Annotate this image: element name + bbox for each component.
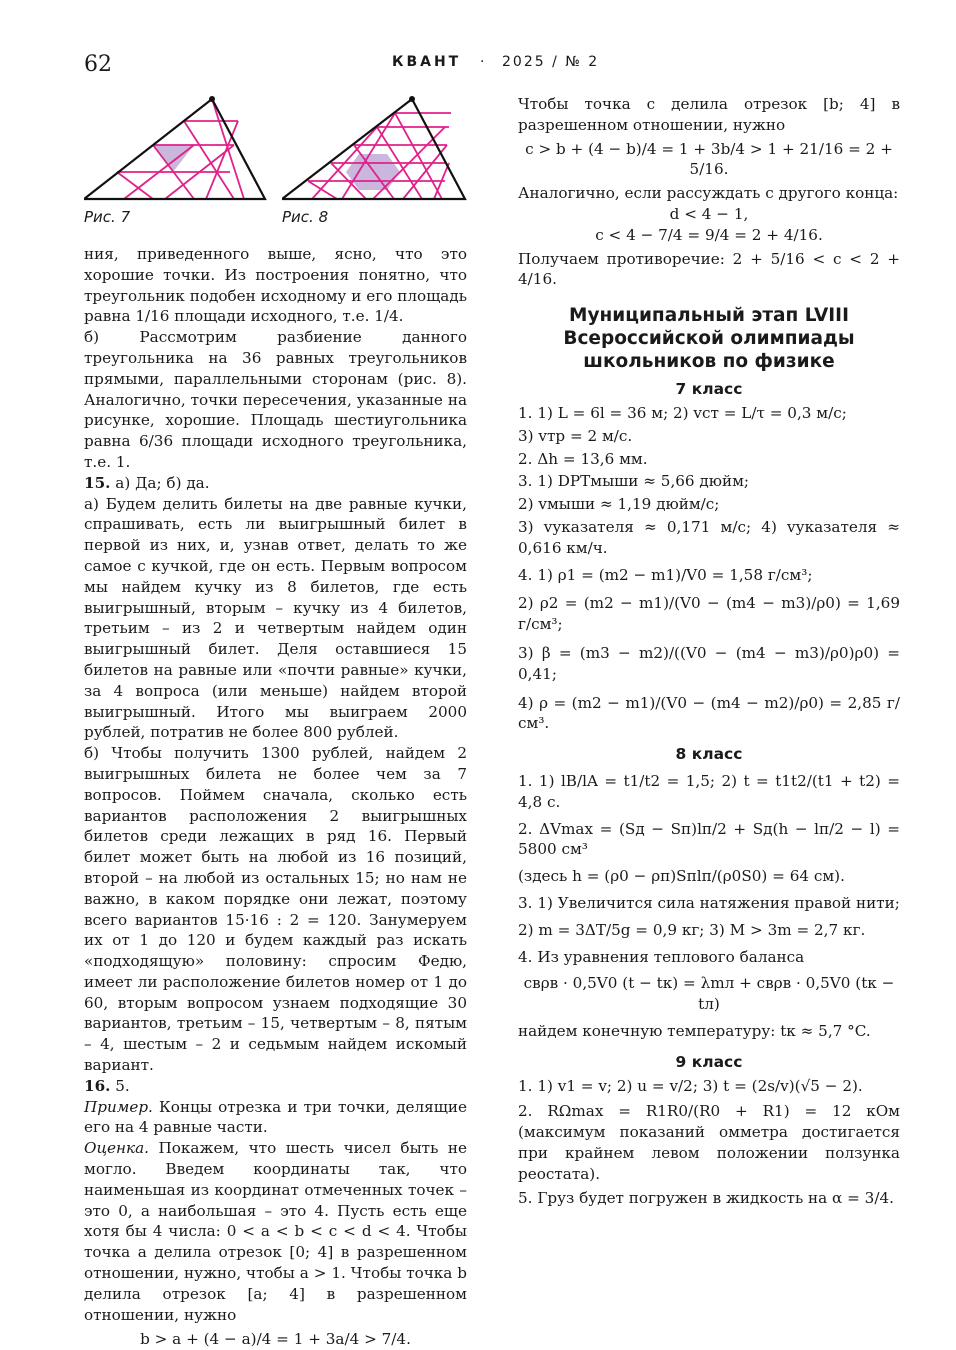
answer-line: 4. Из уравнения теплового баланса xyxy=(518,947,805,966)
left-column xyxy=(84,244,467,1350)
answer-line: 3. 1) Увеличится сила натяжения правой нити; xyxy=(518,893,900,912)
formula: b > a + (4 − a)/4 = 1 + 3a/4 > 7/4. xyxy=(140,1330,411,1349)
page-number: 62 xyxy=(84,52,112,77)
header-separator: · xyxy=(480,54,485,70)
grade-heading: 8 класс xyxy=(675,745,743,764)
answer-line: 4. 1) ρ1 = (m2 − m1)/V0 = 1,58 г/см³; xyxy=(518,565,813,584)
paragraph: Получаем противоречие: 2 + 5/16 < c < 2 + 4/16. xyxy=(518,249,900,289)
section-title: Муниципальный этап LVIII Всероссийской олимпиады школьников по физике xyxy=(563,305,855,373)
grade-heading: 7 класс xyxy=(675,380,743,399)
issue-number: 2025 / № 2 xyxy=(502,54,600,70)
answer-line: 3) vуказателя ≈ 0,171 м/с; 4) vуказателя ≈ 0,616 км/ч. xyxy=(518,517,900,557)
estimate-paragraph: Оценка. Покажем, что шесть чисел быть не могло. Введем координаты так, что наименьшая из координат отмеченных точек – это 0, а наибольшая – это 4. Пусть есть еще хотя бы 4 числа: 0 < a < b < c < d < 4. Чтобы точка a делила отрезок [0; 4] в разрешенном отношении, нужно, чтобы a > 1. Чтобы точка b делила отрезок [a; 4] в разрешенном отношении, нужно xyxy=(84,1139,467,1324)
paragraph: ния, приведенного выше, ясно, что это хорошие точки. Из построения понятно, что треугольник подобен исходному и его площадь равна 1/16 площади исходного, т.е. 1/4. xyxy=(84,245,467,326)
journal-title: КВАНТ xyxy=(392,54,462,70)
fig7-caption: Рис. 7 xyxy=(84,208,131,226)
answer-line: 3) vтр = 2 м/с. xyxy=(518,426,633,445)
answer-line: 2. RΩmax = R1R0/(R0 + R1) = 12 кОм (максимум показаний омметра достигается при крайнем левом положении ползунка реостата). xyxy=(518,1102,900,1183)
answer-line: 2) vмыши ≈ 1,19 дюйм/с; xyxy=(518,495,720,514)
fig8-caption: Рис. 8 xyxy=(282,208,329,226)
right-column xyxy=(518,94,900,1213)
figure-7 xyxy=(84,95,274,205)
formula: cвρв · 0,5V0 (t − tк) = λmл + cвρв · 0,5V0 (tк − tл) xyxy=(523,974,895,1014)
paragraph: б) Чтобы получить 1300 рублей, найдем 2 выигрышных билета не более чем за 7 вопросов. Поймем сначала, сколько есть вариантов расположения 2 выигрышных билетов среди лежащих в ряд 16. Первый билет может быть на любой из 16 позиций, второй – на любой из остальных 15; но нам не важно, в каком порядке они лежат, поэтому всего вариантов 15·16 : 2 = 120. Занумеруем их от 1 до 120 и будем каждый раз искать «подходящую» половину: спросим Федю, имеет ли расположение билетов номер от 1 до 60, вторым вопросом узнаем подходящие 30 вариантов, третьим – 15, четвертым – 8, пятым – 4, шестым – 2 и седьмым найдем искомый вариант. xyxy=(84,744,467,1075)
formula: c > b + (4 − b)/4 = 1 + 3b/4 > 1 + 21/16 = 2 + 5/16. xyxy=(525,139,893,179)
page-header xyxy=(0,52,956,82)
fig7-vertex-dot xyxy=(209,96,215,102)
answer-line: 2) ρ2 = (m2 − m1)/(V0 − (m4 − m3)/ρ0) = 1,69 г/см³; xyxy=(518,594,900,634)
paragraph: Чтобы точка c делила отрезок [b; 4] в разрешенном отношении, нужно xyxy=(518,95,900,134)
example-paragraph: Пример. Концы отрезка и три точки, делящие его на 4 равные части. xyxy=(84,1097,467,1137)
answer-line: 1. 1) lB/lA = t1/t2 = 1,5; 2) t = t1t2/(t1 + t2) = 4,8 с. xyxy=(518,771,900,811)
paragraph: б) Рассмотрим разбиение данного треугольника на 36 равных треугольников прямыми, параллельными сторонам (рис. 8). Аналогично, точки пересечения, указанные на рисунке, хорошие. Площадь шестиугольника равна 6/36 площади исходного треугольника, т.е. 1. xyxy=(84,328,467,471)
answer-line: 2) m = 3ΔT/5g = 0,9 кг; 3) M > 3m = 2,7 кг. xyxy=(518,920,866,939)
answer-line: 4) ρ = (m2 − m1)/(V0 − (m4 − m2)/ρ0) = 2,85 г/см³. xyxy=(518,693,900,733)
answer-line: 2. Δh = 13,6 мм. xyxy=(518,449,648,468)
answer-line: (здесь h = (ρ0 − ρп)Sпlп/(ρ0S0) = 64 см). xyxy=(518,867,845,886)
paragraph: Аналогично, если рассуждать с другого конца: xyxy=(518,184,899,203)
formula: d < 4 − 1, xyxy=(669,204,749,223)
lead-word: Пример. xyxy=(84,1097,153,1116)
grade-heading: 9 класс xyxy=(675,1052,743,1071)
problem-number: 16. xyxy=(84,1076,111,1095)
formula: c < 4 − 7/4 = 9/4 = 2 + 4/16. xyxy=(595,225,823,244)
answer-line: 3) β = (m3 − m2)/((V0 − (m4 − m3)/ρ0)ρ0) = 0,41; xyxy=(518,643,900,683)
answer-line: 2. ΔVmax = (Sд − Sп)lп/2 + Sд(h − lп/2 − l) = 5800 см³ xyxy=(518,819,900,859)
fig8-vertex-dot xyxy=(409,96,415,102)
problem-number: 15. xyxy=(84,473,111,492)
answer-line: 1. 1) v1 = v; 2) u = v/2; 3) t = (2s/v)(√5 − 2). xyxy=(518,1077,863,1096)
paragraph: а) Будем делить билеты на две равные кучки, спрашивать, есть ли выигрышный билет в первой из них, и, узнав ответ, делать то же самое с кучкой, где он есть. Первым вопросом мы найдем кучку из 8 билетов, где есть выигрышный, вторым – кучку из 4 билетов, третьим – из 2 и четвертым найдем один выигрышный билет. Деля оставшиеся 15 билетов на равные или «почти равные» кучки, за 4 вопроса (или меньше) найдем второй выигрышный. Итого мы выиграем 2000 рублей, потратив не более 800 рублей. xyxy=(84,494,467,742)
answer-line: 3. 1) DPTмыши ≈ 5,66 дюйм; xyxy=(518,472,750,491)
problem-16-answer: 16. 5. xyxy=(84,1076,130,1095)
answer-line: 1. 1) L = 6l = 36 м; 2) vст = L/τ = 0,3 м/с; xyxy=(518,403,847,422)
problem-15-answer: 15. а) Да; б) да. xyxy=(84,473,210,492)
answer-line: 5. Груз будет погружен в жидкость на α = 3/4. xyxy=(518,1189,894,1208)
answer-line: найдем конечную температуру: tк ≈ 5,7 °C. xyxy=(518,1021,871,1040)
figure-8 xyxy=(282,95,482,205)
lead-word: Оценка. xyxy=(84,1139,149,1158)
